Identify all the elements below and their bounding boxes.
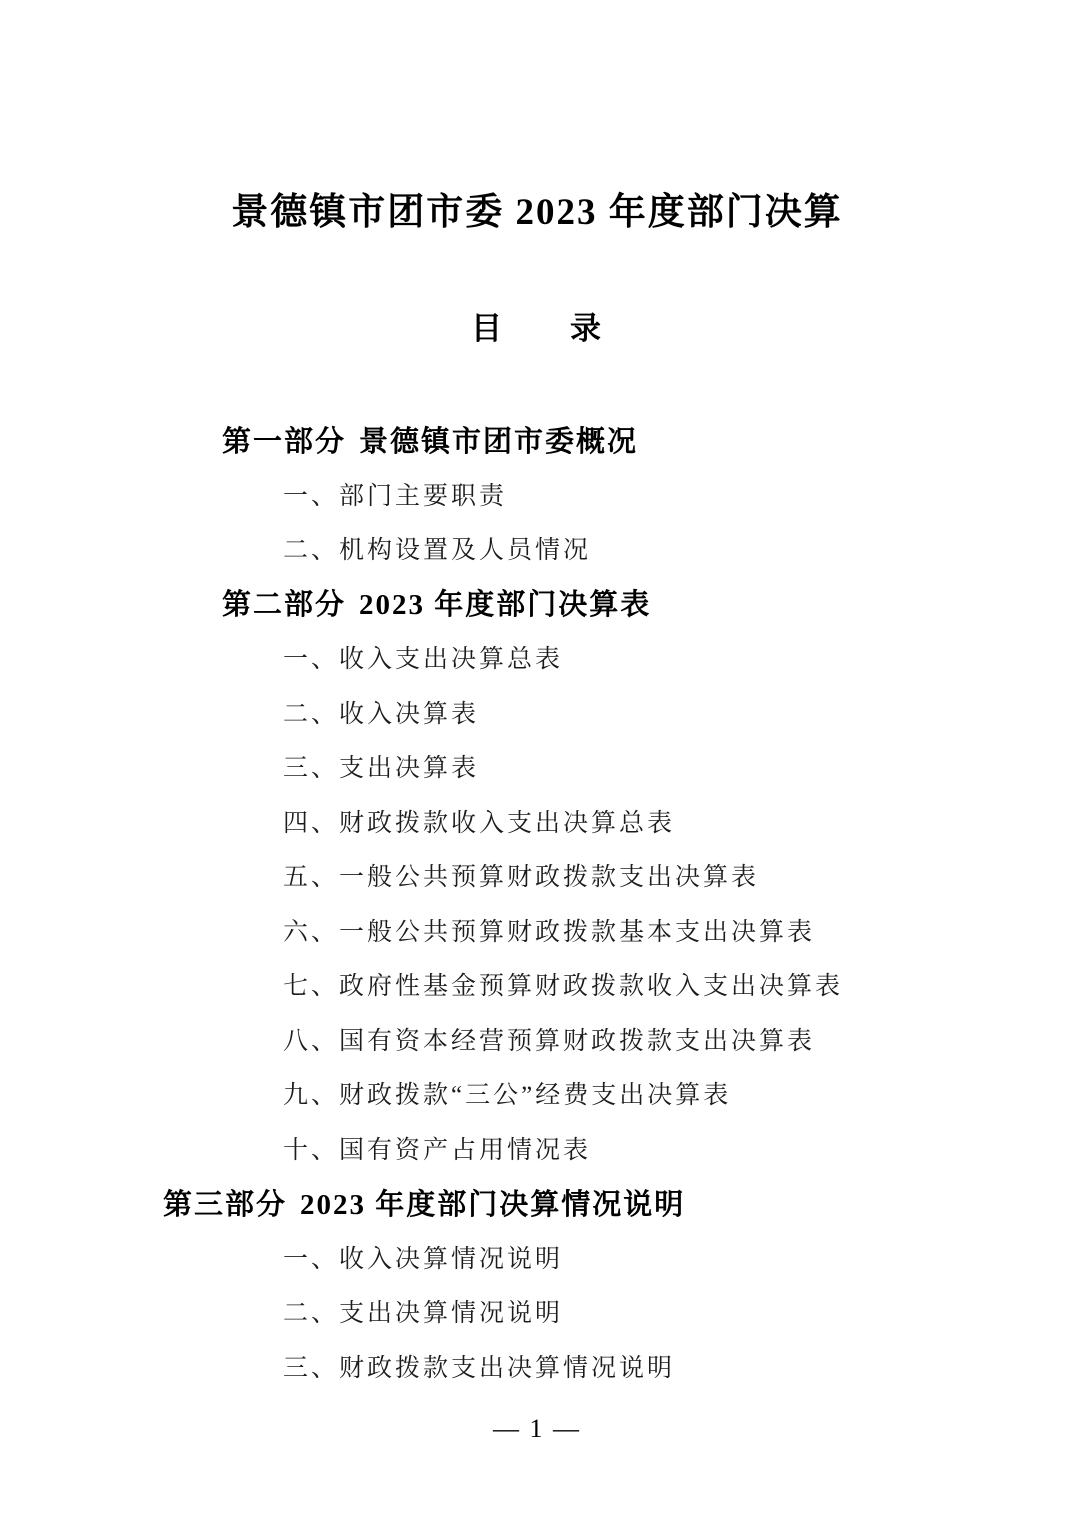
toc-part-heading [0, 576, 1074, 631]
toc-item: 九、财政拨款“三公”经费支出决算表 [283, 1082, 732, 1110]
toc-part-heading [0, 412, 1074, 467]
contents-heading: 目 录 [471, 311, 603, 346]
toc-part-title: 2023 年度部门决算表 [359, 589, 652, 622]
toc-item: 二、收入决算表 [283, 700, 480, 728]
toc-item: 三、财政拨款支出决算情况说明 [283, 1354, 676, 1382]
toc-part-label: 第一部分 [222, 425, 347, 458]
toc-item: 五、一般公共预算财政拨款支出决算表 [283, 864, 760, 892]
toc-item: 十、国有资产占用情况表 [283, 1136, 592, 1164]
table-of-contents [0, 412, 1074, 1393]
toc-item: 四、财政拨款收入支出决算总表 [283, 809, 676, 837]
toc-item: 一、收入支出决算总表 [283, 646, 564, 674]
toc-item: 一、收入决算情况说明 [283, 1245, 564, 1273]
toc-item: 六、一般公共预算财政拨款基本支出决算表 [283, 918, 816, 946]
toc-item: 八、国有资本经营预算财政拨款支出决算表 [283, 1027, 816, 1055]
toc-part-title: 景德镇市团市委概况 [359, 425, 639, 458]
toc-item: 三、支出决算表 [283, 755, 480, 783]
toc-item: 二、机构设置及人员情况 [283, 537, 592, 565]
toc-item: 七、政府性基金预算财政拨款收入支出决算表 [283, 973, 844, 1001]
toc-part-heading [0, 1175, 1074, 1230]
toc-item: 二、支出决算情况说明 [283, 1300, 564, 1328]
toc-part-label: 第二部分 [222, 589, 347, 622]
document-title: 景德镇市团市委 2023 年度部门决算 [231, 192, 843, 233]
toc-part-title: 2023 年度部门决算情况说明 [300, 1188, 686, 1221]
toc-part-label: 第三部分 [163, 1188, 288, 1221]
toc-item: 一、部门主要职责 [283, 482, 508, 510]
page-number: — 1 — [493, 1414, 581, 1443]
